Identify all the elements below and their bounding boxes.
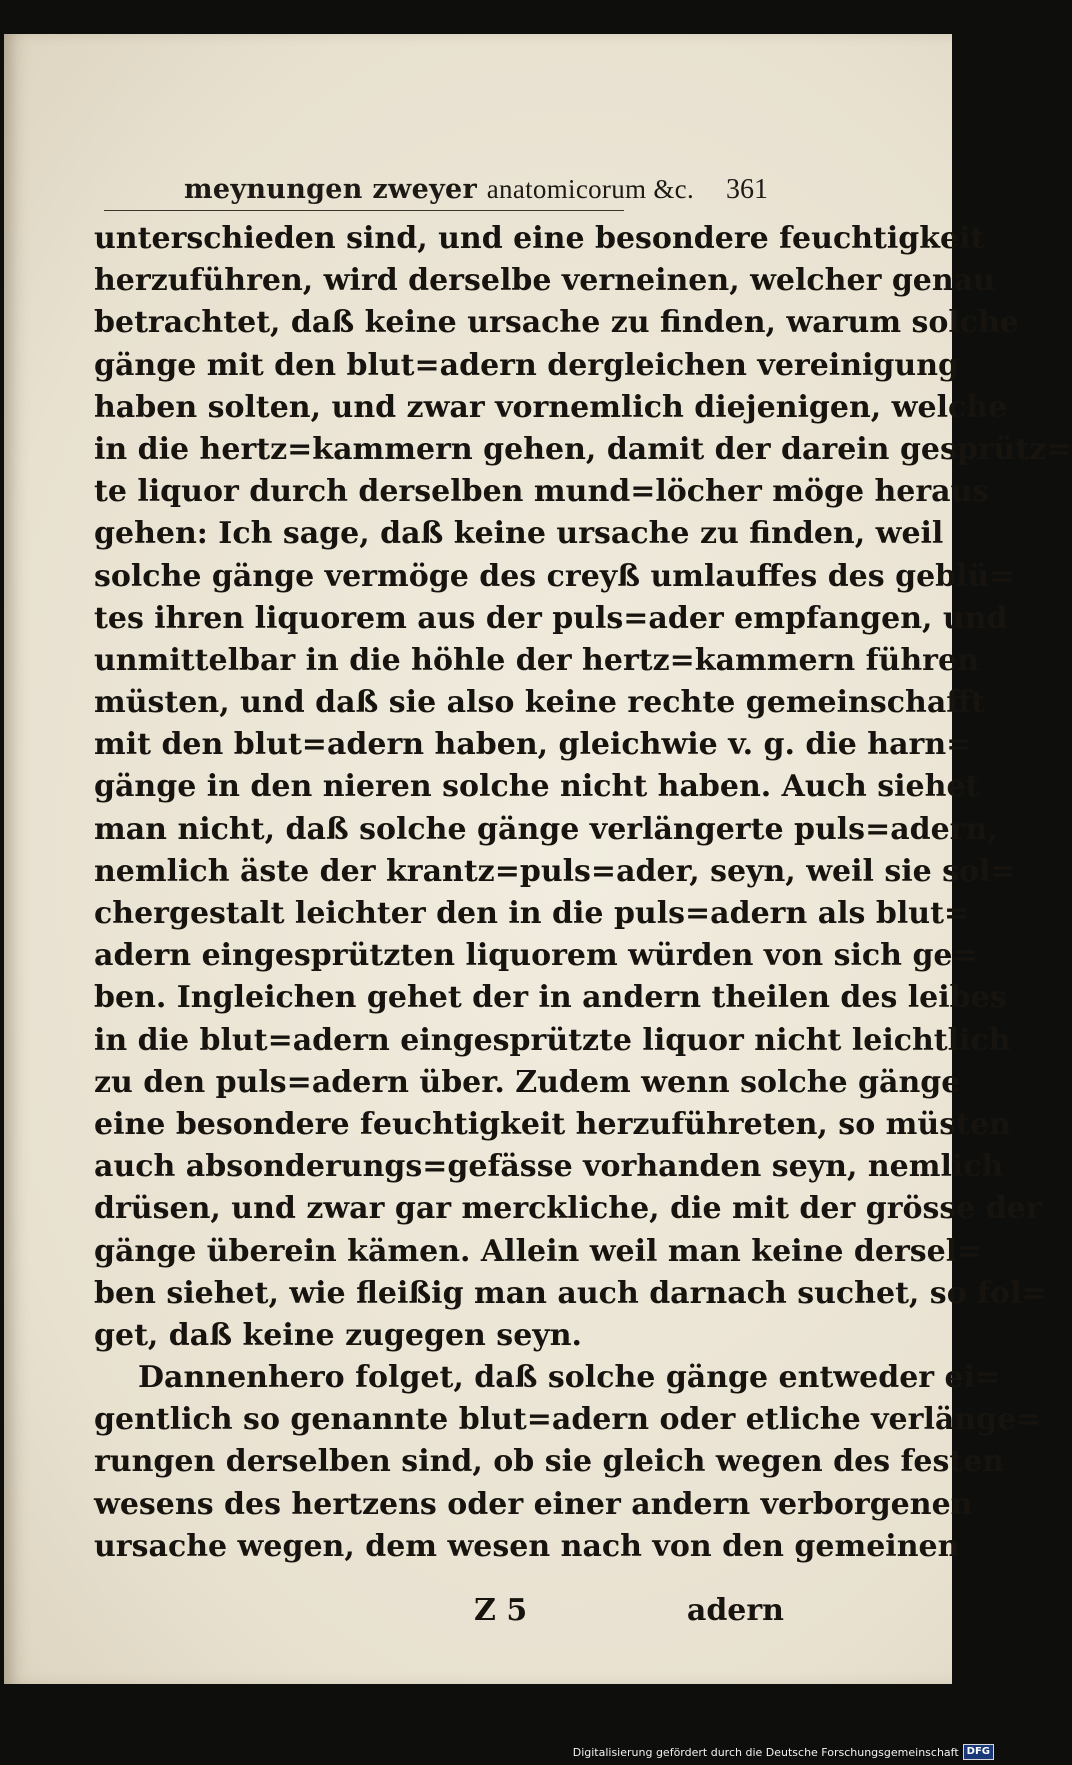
text-line: tes ihren liquorem aus der puls=ader empfangen, und: [94, 600, 1008, 636]
text-line: rungen derselben sind, ob sie gleich wegen des festen: [94, 1444, 1005, 1480]
text-line: zu den puls=adern über. Zudem wenn solche gänge: [94, 1064, 961, 1100]
text-line: ben siehet, wie fleißig man auch darnach suchet, so fol=: [94, 1275, 1047, 1311]
text-line: mit den blut=adern haben, gleichwie v. g. die harn=: [94, 727, 972, 763]
text-line: get, daß keine zugegen seyn.: [94, 1317, 582, 1353]
running-head: [104, 152, 784, 212]
text-line: gehen: Ich sage, daß keine ursache zu finden, weil: [94, 516, 944, 552]
text-line: müsten, und daß sie also keine rechte gemeinschafft: [94, 685, 985, 721]
text-line: Dannenhero folget, daß solche gänge entweder ei=: [138, 1360, 1001, 1396]
text-line: te liquor durch derselben mund=löcher möge heraus: [94, 474, 990, 510]
text-line: eine besondere feuchtigkeit herzuführeten, so müsten: [94, 1106, 1011, 1142]
credit-text: Digitalisierung gefördert durch die Deutsche Forschungsgemeinschaft: [572, 1745, 959, 1759]
text-line: auch absonderungs=gefässe vorhanden seyn, nemlich: [94, 1149, 1004, 1185]
text-line: gänge in den nieren solche nicht haben. Auch siehet: [94, 769, 980, 805]
text-line: herzuführen, wird derselbe verneinen, welcher genau: [94, 263, 995, 299]
text-line: in die hertz=kammern gehen, damit der darein gesprütz=: [94, 431, 1072, 467]
text-line: ben. Ingleichen gehet der in andern theilen des leibes: [94, 980, 1007, 1016]
text-line: nemlich äste der krantz=puls=ader, seyn, weil sie sol=: [94, 853, 1016, 889]
text-line: unterschieden sind, und eine besondere feuchtigkeit: [94, 221, 985, 256]
head-rule: [104, 210, 624, 211]
text-line: haben solten, und zwar vornemlich diejenigen, welche: [94, 389, 1008, 425]
text-line: chergestalt leichter den in die puls=adern als blut=: [94, 896, 970, 931]
text-line: solche gänge vermöge des creyß umlauffes des geblü=: [94, 558, 1015, 594]
text-line: drüsen, und zwar gar merckliche, die mit der grösse der: [94, 1191, 1042, 1227]
text-line: wesens des hertzens oder einer andern verborgenen: [94, 1486, 973, 1522]
dfg-logo: DFG: [963, 1744, 994, 1760]
text-line: gänge überein kämen. Allein weil man keine dersel=: [94, 1233, 983, 1269]
text-line: unmittelbar in die höhle der hertz=kammern führen: [94, 642, 979, 678]
signature-mark: Z 5: [474, 1593, 528, 1628]
running-head-title: [184, 174, 694, 205]
page-number: 361: [726, 174, 768, 205]
text-line: gentlich so genannte blut=adern oder etliche verlänge=: [94, 1402, 1042, 1438]
digitization-credit: [573, 1743, 994, 1761]
running-head-latin: anatomicorum &c.: [486, 174, 694, 204]
text-line: betrachtet, daß keine ursache zu finden, warum solche: [94, 305, 1019, 341]
book-page: [4, 34, 1072, 1684]
text-line: in die blut=adern eingesprützte liquor nicht leichtlich: [94, 1022, 1011, 1058]
running-head-german: meynungen zweyer: [184, 174, 478, 205]
page-footer: [94, 1593, 794, 1643]
text-line: adern eingesprützten liquorem würden von sich ge=: [94, 938, 978, 974]
text-line: ursache wegen, dem wesen nach von den gemeinen: [94, 1528, 960, 1564]
text-line: man nicht, daß solche gänge verlängerte puls=adern,: [94, 811, 998, 847]
body-text: [94, 218, 1072, 1568]
catchword: adern: [686, 1593, 784, 1628]
text-line: gänge mit den blut=adern dergleichen vereinigung: [94, 347, 959, 383]
